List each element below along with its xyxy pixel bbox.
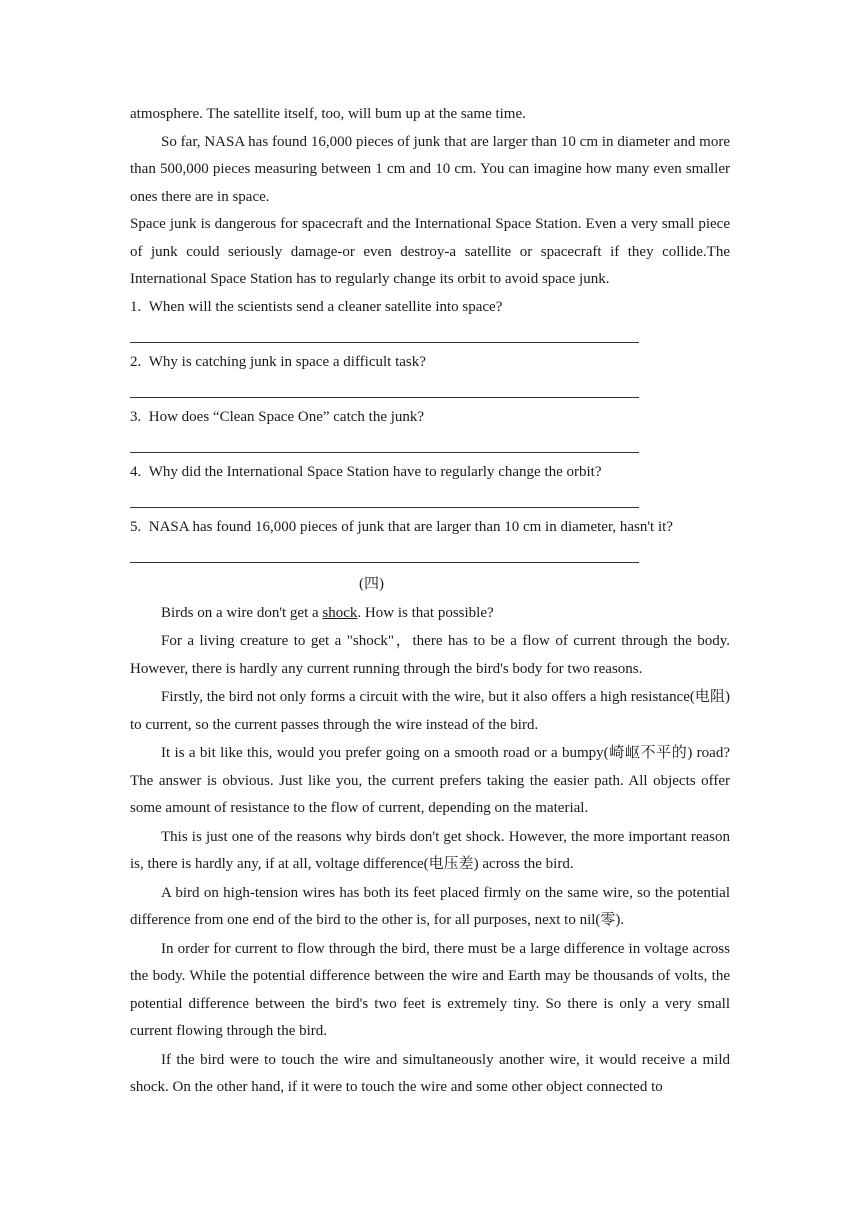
answer-line[interactable]	[130, 507, 639, 508]
question-label: NASA has found 16,000 pieces of junk that are larger than 10 cm in diameter, hasn't it?	[148, 518, 673, 535]
passage-paragraph: It is a bit like this, would you prefer going on a smooth road or a bumpy(崎岖不平的) road? The answer is obvious. Just like you, the current prefers taking the easier path. All objects offer some amount of resistance to the flow of current, depending on the material.	[130, 745, 730, 816]
answer-line[interactable]	[130, 397, 639, 398]
question-label: When will the scientists send a cleaner satellite into space?	[148, 298, 503, 315]
answer-line[interactable]	[130, 452, 639, 453]
question-item	[130, 514, 730, 563]
question-number: 3.	[130, 408, 142, 425]
passage-paragraph: This is just one of the reasons why birds don't get shock. However, the more important reason is, there is hardly any, if at all, voltage difference(电压差) across the bird.	[130, 828, 730, 872]
passage-paragraph: Firstly, the bird not only forms a circuit with the wire, but it also offers a high resistance(电阻) to current, so the current passes through the wire instead of the bird.	[130, 689, 730, 733]
question-text	[130, 514, 730, 541]
document-page	[130, 101, 730, 1102]
passage-paragraph: In order for current to flow through the bird, there must be a large difference in voltage across the body. While the potential difference between the wire and Earth may be thousands of volts, the potential difference between the bird's two feet is extremely tiny. So there is only a very small current flowing through the bird.	[130, 940, 730, 1039]
question-label: Why did the International Space Station have to regularly change the orbit?	[148, 463, 602, 480]
question-text	[130, 404, 730, 431]
passage-paragraph: So far, NASA has found 16,000 pieces of junk that are larger than 10 cm in diameter and more than 500,000 pieces measuring between 1 cm and 10 cm. You can imagine how many even smaller ones there are in space.	[130, 133, 730, 205]
question-item	[130, 349, 730, 398]
answer-line[interactable]	[130, 342, 639, 343]
passage-paragraph: atmosphere. The satellite itself, too, will bum up at the same time.	[130, 106, 526, 122]
question-item	[130, 459, 730, 508]
question-text	[130, 349, 730, 376]
question-item	[130, 404, 730, 453]
question-number: 4.	[130, 463, 142, 480]
question-number: 1.	[130, 298, 142, 315]
passage-paragraph: A bird on high-tension wires has both its feet placed firmly on the same wire, so the potential difference from one end of the bird to the other is, for all purposes, next to nil(零).	[130, 884, 730, 928]
passage-paragraph: For a living creature to get a "shock"，there has to be a flow of current through the body. However, there is hardly any current running through the bird's body for two reasons.	[130, 633, 730, 677]
question-text	[130, 459, 730, 486]
section-title: (四)	[359, 575, 384, 592]
passage-paragraph: Space junk is dangerous for spacecraft and the International Space Station. Even a very small piece of junk could seriously damage-or even destroy-a satellite or spacecraft if they collide.The International Space Station has to regularly change its orbit to avoid space junk.	[130, 216, 730, 287]
intro-text: Birds on a wire don't get a	[161, 604, 323, 621]
answer-line[interactable]	[130, 562, 639, 563]
question-number: 5.	[130, 518, 142, 535]
question-text	[130, 294, 730, 321]
underlined-word: shock	[322, 604, 358, 621]
passage-paragraph: If the bird were to touch the wire and simultaneously another wire, it would receive a mild shock. On the other hand, if it were to touch the wire and some other object connected to	[130, 1051, 730, 1095]
question-label: How does “Clean Space One” catch the junk?	[148, 408, 425, 425]
question-label: Why is catching junk in space a difficult task?	[148, 353, 426, 370]
passage-paragraph	[130, 600, 730, 628]
intro-text-end: . How is that possible?	[357, 604, 494, 621]
question-number: 2.	[130, 353, 142, 370]
question-item	[130, 294, 730, 343]
